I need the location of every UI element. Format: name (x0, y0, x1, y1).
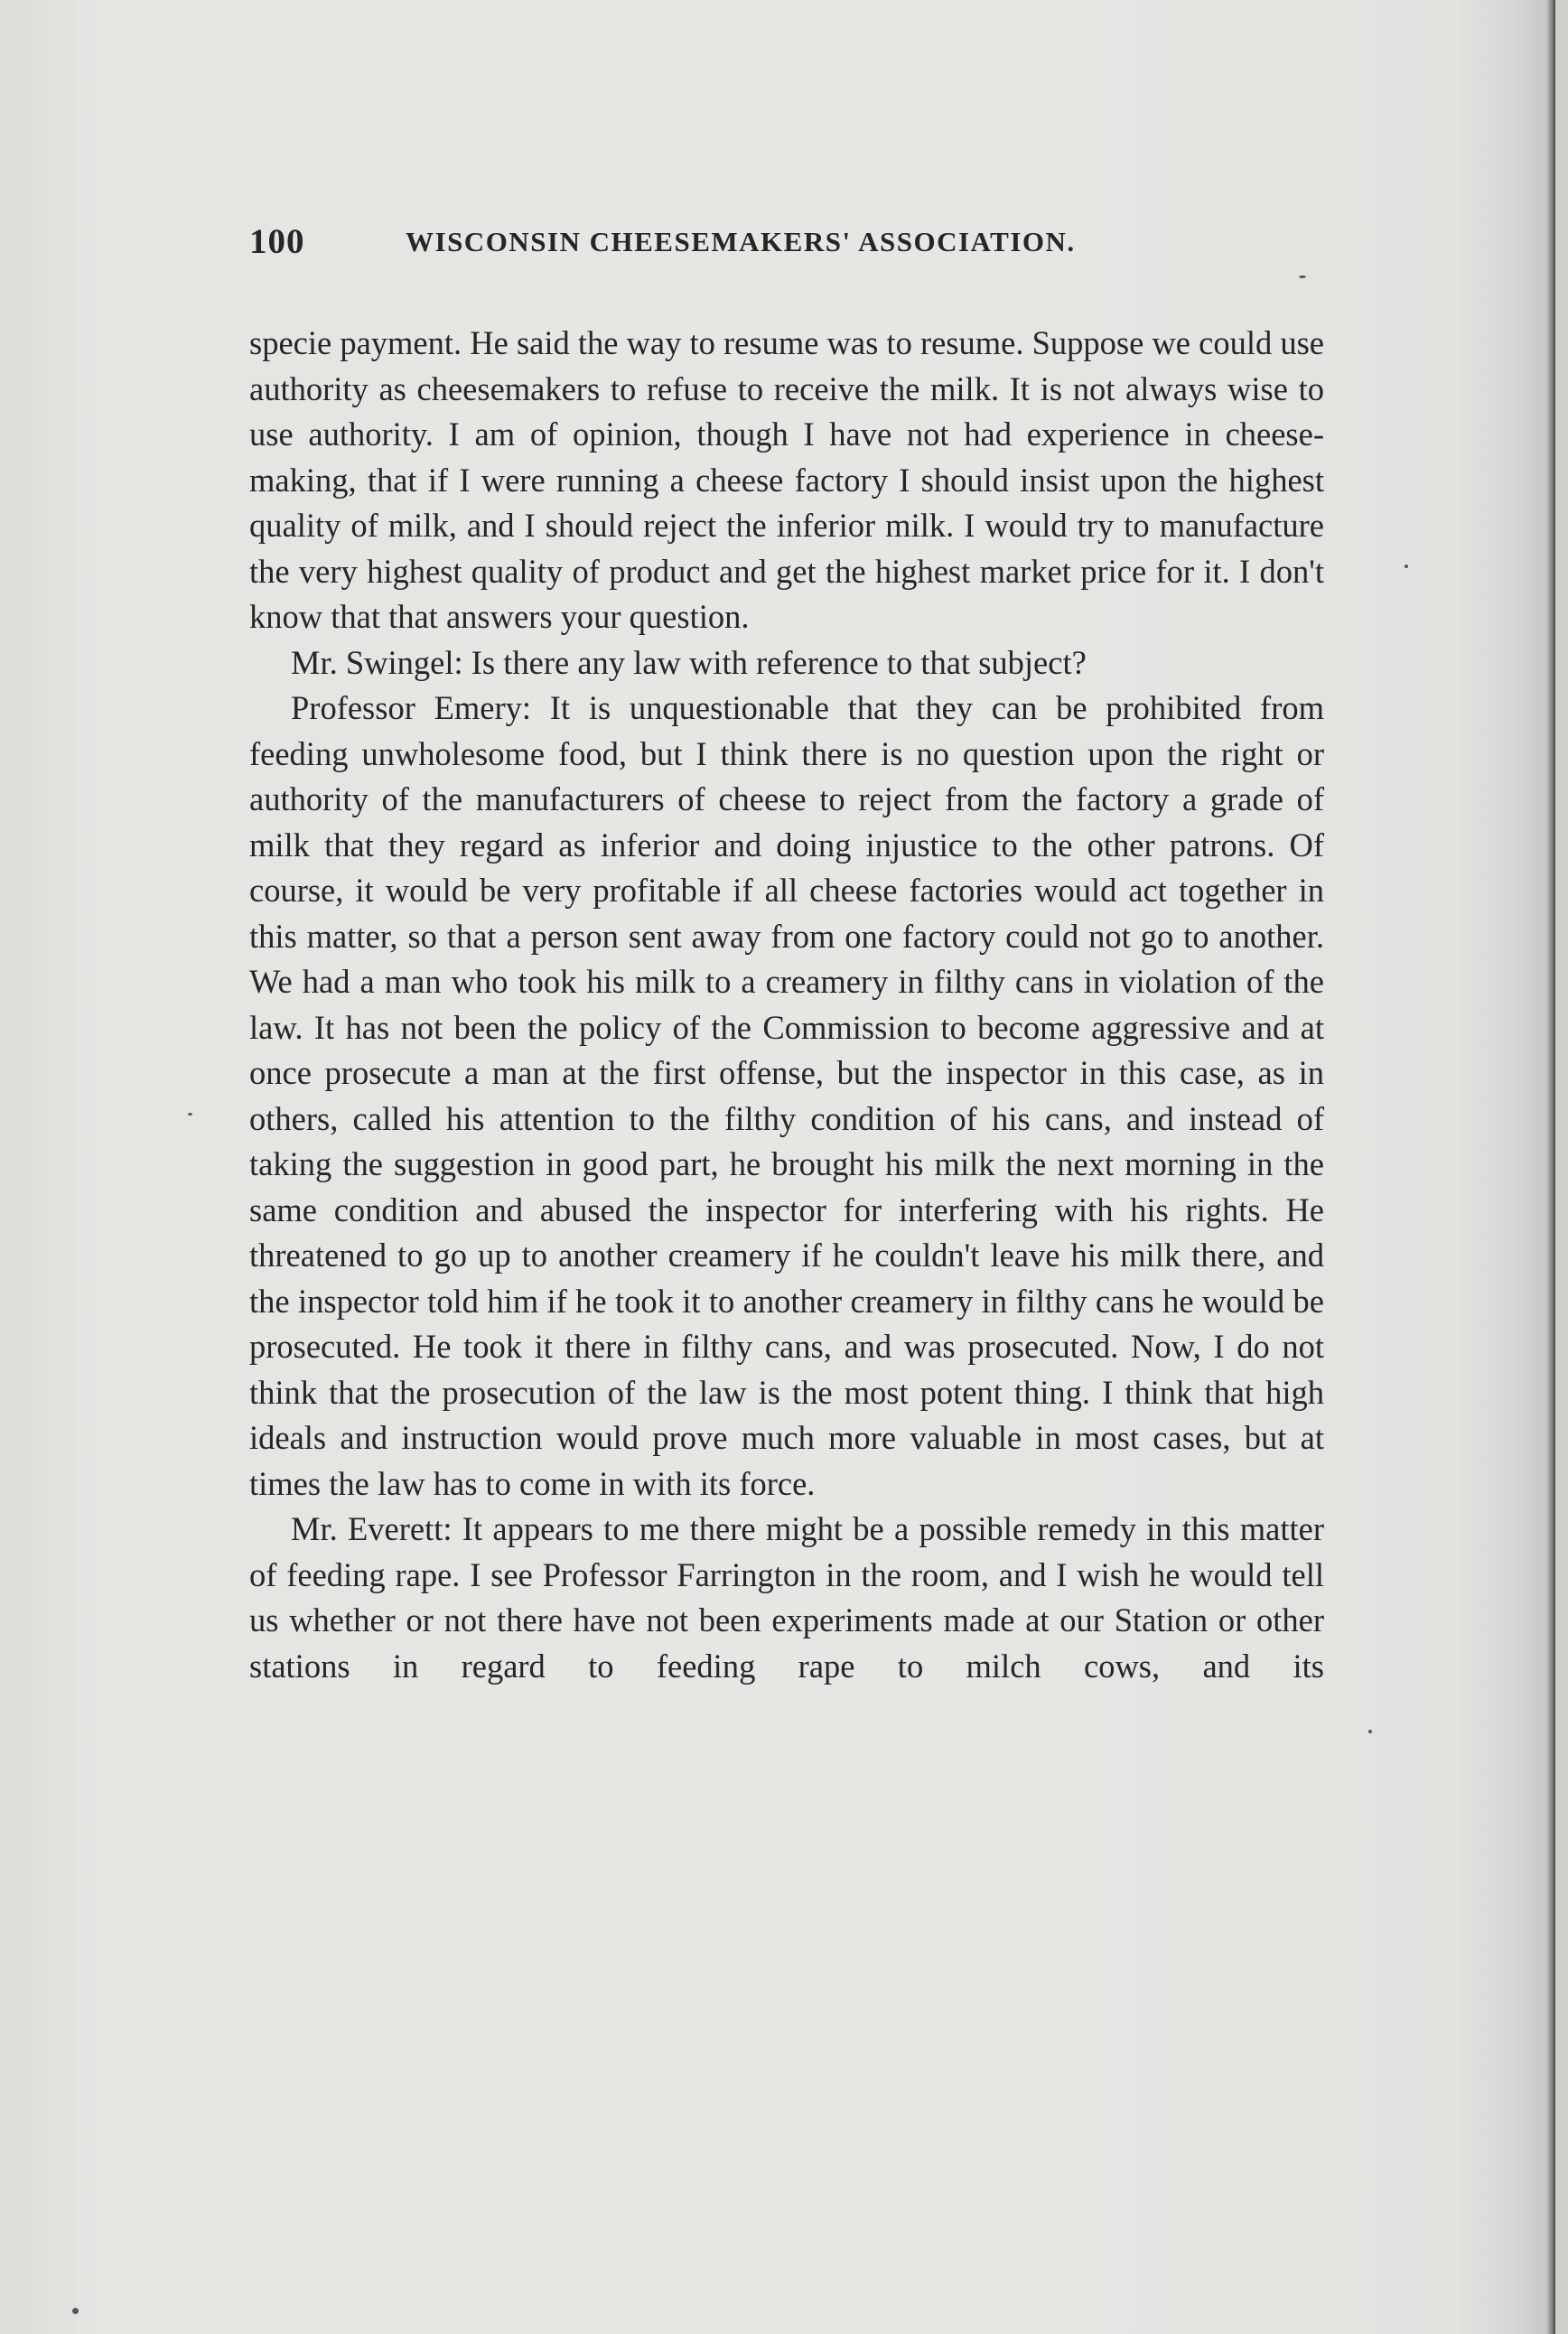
paragraph-text: Is there any law with reference to that subject? (471, 643, 1087, 681)
paragraph-text: specie payment. He said the way to resume was to resume. Suppose we could use authority as cheesemakers to refuse to receive the milk. It is not always wise to use authority. I am of opinion, though I have not had experience in cheese-making, that if I were running a cheese factory I should insist upon the highest quality of milk, and I should reject the inferior milk. I would try to manufacture the very highest quality of product and get the highest market price for it. I don't know that that answers your question. (249, 324, 1324, 635)
paper-speck (188, 1113, 192, 1116)
spine-shadow (1546, 0, 1555, 2334)
paragraph-text: It appears to me there might be a possible remedy in this matter of feeding rape. I see Professor Farrington in the room, and I wish he would tell us whether or not there have not been experiments made at our Station or other stations in regard to feeding rape to milch cows, and its (249, 1510, 1325, 1685)
page-number: 100 (249, 222, 305, 261)
body-text (249, 321, 1324, 1689)
paragraph-everett (249, 1507, 1324, 1689)
paragraph-continuation (249, 321, 1324, 640)
running-head: WISCONSIN CHEESEMAKERS' ASSOCIATION. (406, 226, 1076, 257)
speaker-name: Mr. Swingel: (291, 643, 463, 681)
paragraph-emery (249, 686, 1324, 1507)
paper-speck (1368, 1730, 1372, 1733)
paragraph-swingel (249, 640, 1324, 686)
speaker-name: Mr. Everett: (291, 1510, 453, 1547)
paper-speck (1299, 275, 1306, 278)
paragraph-text: It is unquestionable that they can be prohibited from feeding unwholesome food, but I think there is no question upon the right or authority of the manufacturers of cheese to reject from the factory a grade of milk that they regard as inferior and doing injustice to the other patrons. Of course, it would be very profitable if all cheese factories would act together in this matter, so that a person sent away from one factory could not go to another. We had a man who took his milk to a creamery in filthy cans in violation of the law. It has not been the policy of the Commission to become aggressive and at once prosecute a man at the first offense, but the inspector in this case, as in others, called his attention to the filthy condition of his cans, and instead of taking the suggestion in good part, he brought his milk the next morning in the same condition and abused the inspector for interfering with his rights. He threatened to go up to another creamery if he couldn't leave his milk there, and the inspector told him if he took it to another creamery in filthy cans he would be prosecuted. He took it there in filthy cans, and was prosecuted. Now, I do not think that the prosecution of the law is the most potent thing. I think that high ideals and instruction would prove much more valuable in most cases, but at times the law has to come in with its force. (249, 689, 1324, 1502)
paper-speck (1405, 565, 1408, 568)
speaker-name: Professor Emery: (291, 689, 532, 726)
paper-speck (72, 2308, 79, 2314)
page-header (249, 221, 1351, 266)
spine-edge (1555, 0, 1568, 2334)
